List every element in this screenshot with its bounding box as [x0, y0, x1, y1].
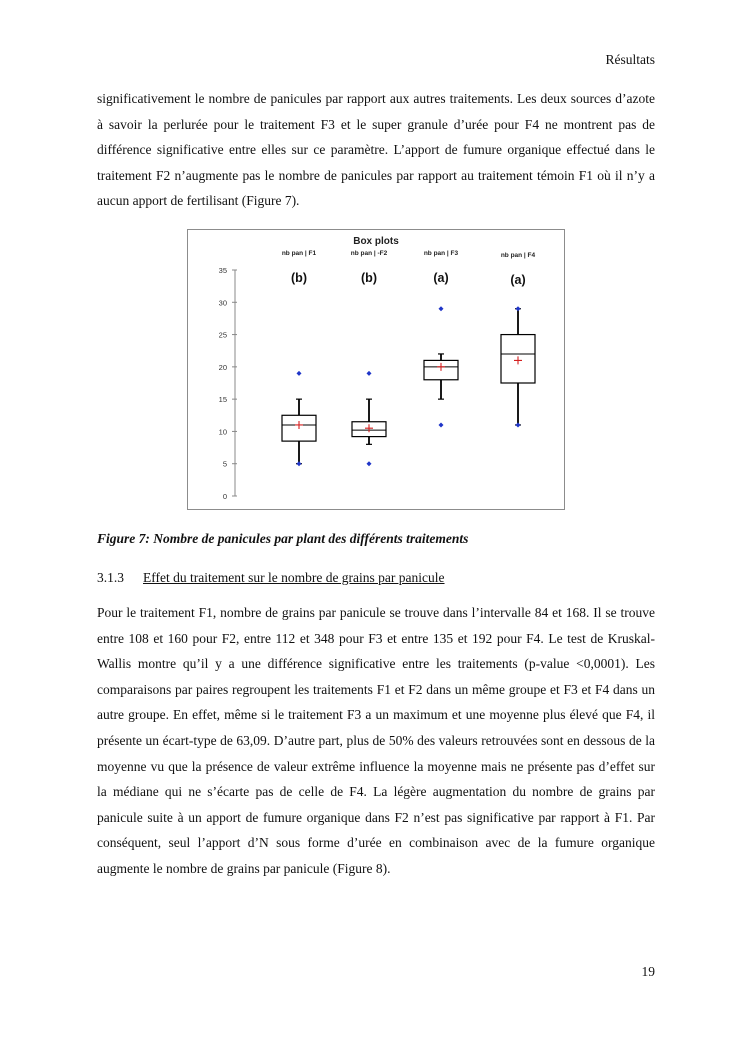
box-plot-chart — [188, 230, 564, 509]
outlier-point — [367, 371, 372, 376]
group-letter: (b) — [361, 271, 377, 285]
y-tick-label: 15 — [218, 395, 227, 405]
outlier-point — [367, 461, 372, 466]
y-tick-label: 30 — [218, 298, 227, 308]
group-letter: (b) — [291, 271, 307, 285]
y-tick-label: 25 — [218, 330, 227, 340]
y-tick-label: 5 — [222, 459, 227, 469]
outlier-point — [516, 422, 521, 427]
section-heading — [97, 570, 445, 586]
running-header: Résultats — [605, 52, 655, 67]
box-plot-figure — [187, 229, 565, 510]
paragraph-panicules: significativement le nombre de panicules par rapport aux autres traitements. Les deux sources d’azote à savoir la perlurée pour le traitement F3 et le super granule d’urée pour F4 ne montrent pas de différence significative entre elles sur ce paramètre. L’apport de fumure organique effectué dans le traitement F2 n’augmente pas le nombre de panicules par rapport au traitement témoin F1 où il n’y a aucun apport de fertilisant (Figure 7). — [97, 91, 655, 209]
section-number: 3.1.3 — [97, 570, 124, 585]
y-tick-label: 35 — [218, 266, 227, 275]
chart-title: Box plots — [353, 236, 399, 247]
y-tick-label: 10 — [218, 427, 227, 437]
group-letter: (a) — [510, 273, 526, 287]
outlier-point — [297, 461, 302, 466]
series-label: nb pan | F4 — [500, 252, 536, 259]
series-label: nb pan | F1 — [281, 250, 317, 257]
series-label: nb pan | -F2 — [350, 250, 388, 257]
y-tick-label: 20 — [218, 362, 227, 372]
group-letter: (a) — [433, 271, 449, 285]
section-title: Effet du traitement sur le nombre de grains par panicule — [143, 570, 445, 585]
outlier-point — [439, 422, 444, 427]
paragraph-grains: Pour le traitement F1, nombre de grains par panicule se trouve dans l’intervalle 84 et 168. Il se trouve entre 108 et 160 pour F2, entre 112 et 348 pour F3 et entre 135 et 192 pour F4. Le test de Kruskal-Wallis montre qu’il y a une différence significative entre les traitements (p-value <0,0001). Les comparaisons par paires regroupent les traitements F1 et F2 dans un même groupe et F3 et F4 dans un autre groupe. En effet, même si le traitement F3 a un maximum et une moyenne plus élevé que F4, il présente un écart-type de 63,09. D’autre part, plus de 50% des valeurs retrouvées sont en dessous de la moyenne vu que la présence de valeur extrême influence la moyenne mais ne présente pas d’effet sur la médiane qui ne s’écarte pas de celle de F4. La légère augmentation du nombre de grains par panicule suite à un apport de fumure organique dans F2 n’est pas significative par rapport à F1. Par conséquent, seul l’apport d’N sous forme d’urée en combinaison avec de la fumure organique augmente le nombre de grains par panicule (Figure 8). — [97, 605, 655, 876]
outlier-point — [297, 371, 302, 376]
y-tick-label: 0 — [222, 492, 227, 501]
page-number: 19 — [641, 964, 655, 979]
outlier-point — [516, 306, 521, 311]
outlier-point — [439, 306, 444, 311]
figure-caption: Figure 7: Nombre de panicules par plant des différents traitements — [97, 531, 469, 546]
series-label: nb pan | F3 — [423, 250, 459, 257]
